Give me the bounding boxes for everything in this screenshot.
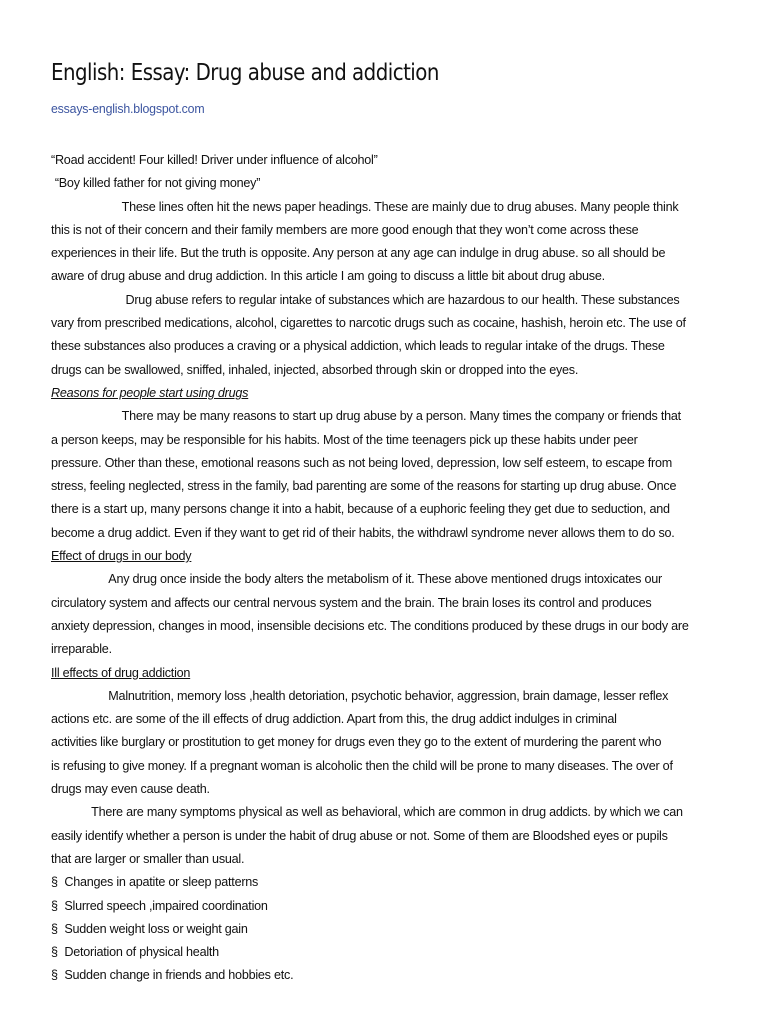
paragraph-line: pressure. Other than these, emotional reasons such as not being loved, depression, low self esteem, to escape from (51, 454, 673, 470)
document-title: English: Essay: Drug abuse and addiction (51, 60, 439, 86)
paragraph-line: drugs may even cause death. (51, 781, 210, 797)
paragraph-line: these substances also produces a craving or a physical addiction, which leads to regular intake of the drugs. These (51, 338, 665, 354)
section-sign-icon: § (51, 897, 58, 913)
document-page (51, 56, 723, 987)
paragraph-line: There may be many reasons to start up drug abuse by a person. Many times the company or friends that (121, 408, 681, 424)
quote-line: “Road accident! Four killed! Driver under influence of alcohol” (51, 152, 378, 167)
paragraph-line: Drug abuse refers to regular intake of substances which are hazardous to our health. These substances (125, 291, 680, 307)
paragraph-line: a person keeps, may be responsible for his habits. Most of the time teenagers pick up these habits under peer (51, 431, 638, 447)
section-heading-effect: Effect of drugs in our body (51, 548, 192, 564)
section-sign-icon: § (51, 967, 58, 983)
list-item-text: Slurred speech ,impaired coordination (64, 897, 268, 913)
paragraph-line: drugs can be swallowed, sniffed, inhaled, injected, absorbed through skin or dropped into the eyes. (51, 361, 579, 377)
paragraph-line: aware of drug abuse and drug addiction. In this article I am going to discuss a little bit about drug abuse. (51, 268, 605, 284)
list-item (51, 917, 693, 940)
section-sign-icon: § (51, 874, 58, 890)
section-heading-ill-effects: Ill effects of drug addiction (51, 664, 191, 680)
quote-line: “Boy killed father for not giving money” (54, 175, 261, 191)
source-link[interactable]: essays-english.blogspot.com (51, 101, 205, 116)
paragraph-line: actions etc. are some of the ill effects of drug addiction. Apart from this, the drug addict indulges in criminal (51, 711, 617, 727)
paragraph-line: activities like burglary or prostitution to get money for drugs even they go to the extent of murdering the parent who (51, 734, 662, 750)
paragraph-line: Malnutrition, memory loss ,health detoriation, psychotic behavior, aggression, brain damage, lesser reflex (108, 687, 669, 703)
paragraph-line: experiences in their life. But the truth is opposite. Any person at any age can indulge in drug abuse. so all should be (51, 245, 666, 261)
section-heading-reasons: Reasons for people start using drugs (51, 384, 249, 400)
paragraph-line: become a drug addict. Even if they want to get rid of their habits, the withdrawl syndrome never allows them to do so. (51, 524, 675, 540)
list-item-text: Changes in apatite or sleep patterns (64, 874, 259, 890)
list-item-text: Detoriation of physical health (64, 944, 219, 960)
paragraph-line: stress, feeling neglected, stress in the family, bad parenting are some of the reasons for starting up drug abuse. Once (51, 478, 677, 494)
section-sign-icon: § (51, 920, 58, 936)
list-item-text: Sudden weight loss or weight gain (64, 920, 248, 936)
paragraph-line: anxiety depression, changes in mood, insensible decisions etc. The conditions produced by these drugs in our body are (51, 617, 689, 633)
paragraph-line: easily identify whether a person is under the habit of drug abuse or not. Some of them are Bloodshed eyes or pupils (51, 827, 668, 843)
paragraph-line: irreparable. (51, 641, 112, 657)
paragraph-line: These lines often hit the news paper headings. These are mainly due to drug abuses. Many people think (121, 198, 679, 214)
paragraph-line: there is a start up, many persons change it into a habit, because of a euphoric feeling they get due to seduction, and (51, 501, 670, 517)
paragraph-line: Any drug once inside the body alters the metabolism of it. These above mentioned drugs intoxicates our (108, 571, 662, 587)
essay-body (51, 148, 723, 987)
paragraph-line: There are many symptoms physical as well as behavioral, which are common in drug addicts. by which we can (91, 804, 683, 820)
paragraph-line: vary from prescribed medications, alcohol, cigarettes to narcotic drugs such as cocaine, hashish, heroin etc. The use of (51, 315, 686, 331)
paragraph-line: that are larger or smaller than usual. (51, 850, 245, 866)
paragraph-line: this is not of their concern and their family members are more good enough that they won’t come across these (51, 221, 639, 237)
list-item (51, 940, 693, 963)
paragraph-line: is refusing to give money. If a pregnant woman is alcoholic then the child will be prone to many diseases. The over of (51, 757, 673, 773)
section-sign-icon: § (51, 944, 58, 960)
list-item (51, 870, 693, 893)
list-item (51, 894, 693, 917)
paragraph-line: circulatory system and affects our central nervous system and the brain. The brain loses its control and produces (51, 594, 652, 610)
list-item-text: Sudden change in friends and hobbies etc. (64, 967, 294, 983)
symptom-list (51, 870, 723, 986)
list-item (51, 963, 693, 986)
